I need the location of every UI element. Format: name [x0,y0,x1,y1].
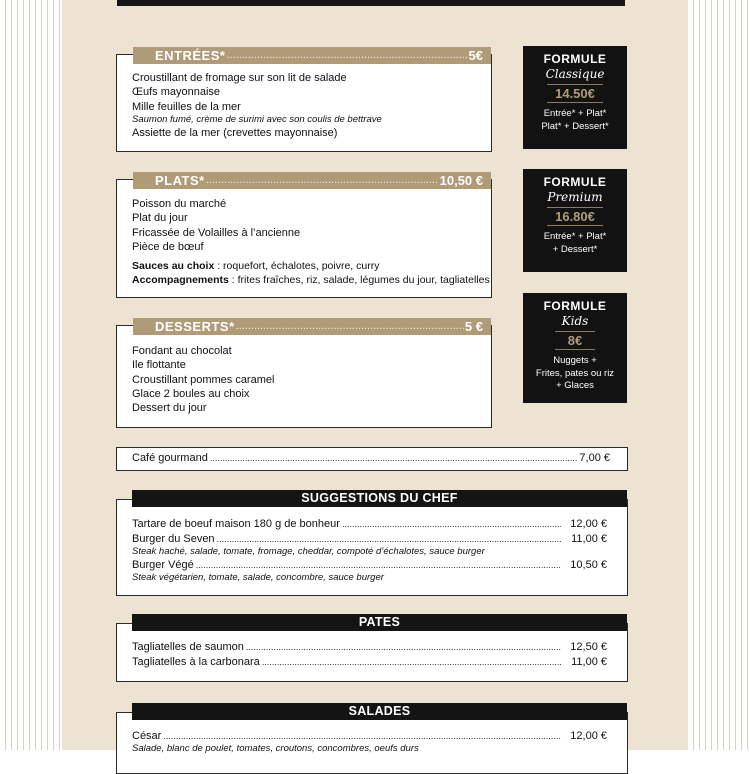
entrees-header [133,47,491,64]
list-item: Pièce de bœuf [132,240,204,253]
plats-price: 10,50 € [439,173,483,188]
item-description: Salade, blanc de poulet, tomates, croutons, concombres, oeufs durs [132,743,419,754]
entrees-price: 5€ [468,48,483,63]
formule-description [523,231,627,256]
sauces-label: Sauces au choix [132,260,215,273]
item-name: César [132,730,162,742]
cafe-row [132,451,610,465]
formule-subtitle: Premium [547,190,603,204]
item-price: 7,00 € [579,452,610,464]
formule-desc-line: Entrée* + Plat* [543,231,607,242]
formule-title: FORMULE [543,175,607,189]
item-description: Steak végétarien, tomate, salade, concombre, sauce burger [132,572,384,583]
menu-row [132,729,607,743]
pates-header: PATES [132,614,627,631]
formule-desc-line: Nuggets + [553,355,597,366]
item-price: 11,00 € [571,533,607,545]
formule-subtitle: Kids [561,314,589,328]
list-item: Œufs mayonnaise [132,86,221,99]
dot-leader [163,729,561,743]
menu-row [132,517,607,531]
formule-desc-line: Entrée* + Plat* [543,108,607,119]
left-stripe-border [0,0,62,750]
dot-leader [262,655,561,669]
formule-description [523,108,627,133]
dot-leader [342,517,561,531]
menu-row [132,655,607,669]
plats-label: PLATS* [155,173,205,188]
pates-list [132,640,607,669]
dot-leader [206,172,439,189]
suggestions-list [132,517,607,584]
item-price: 10,50 € [570,559,607,571]
sauces-text: : roquefort, échalotes, poivre, curry [214,260,380,273]
list-item: Croustillant pommes caramel [132,373,275,386]
dot-leader [196,558,561,572]
list-item: Assiette de la mer (crevettes mayonnaise) [132,126,338,139]
sauces-line [132,259,490,273]
formule-title: FORMULE [543,52,607,66]
menu-row [132,532,607,546]
menu-row [132,558,607,572]
list-item: Dessert du jour [132,402,207,415]
item-name: Café gourmand [132,452,208,464]
list-item: Poisson du marché [132,198,227,210]
accompagnements-text: : frites fraîches, riz, salade, légumes du jour, tagliatelles [228,274,490,287]
list-item: Plat du jour [132,212,188,225]
item-price: 12,50 € [570,641,607,653]
top-bar [117,0,625,6]
list-item: Fricassée de Volailles à l’ancienne [132,226,301,239]
dot-leader [246,640,561,654]
item-price: 12,00 € [570,730,607,742]
entrees-label: ENTRÉES* [155,48,226,63]
entrees-list [132,71,382,140]
formule-price: 14.50€ [547,84,603,103]
formule-desc-line: + Dessert* [552,243,598,255]
formule-description [523,355,627,393]
formule-kids-card [523,293,627,403]
right-stripe-border [688,0,750,750]
formule-desc-line: Frites, pates ou riz [535,367,615,379]
item-description: Steak haché, salade, tomate, fromage, cheddar, compoté d’échalotes, sauce burger [132,546,485,557]
formule-price: 16.80€ [547,207,603,226]
dot-leader [217,532,561,546]
suggestions-header: SUGGESTIONS DU CHEF [132,490,627,507]
desserts-list [132,344,274,415]
desserts-label: DESSERTS* [155,319,235,334]
item-price: 11,00 € [571,656,607,668]
desserts-price: 5 € [464,319,483,334]
list-item: Fondant au chocolat [132,345,232,357]
salades-header: SALADES [132,703,627,720]
list-item-note: Saumon fumé, crème de surimi avec son coulis de bettrave [132,113,382,125]
desserts-header [133,318,491,335]
formule-desc-line: Plat* + Dessert* [541,120,609,132]
formule-title: FORMULE [543,299,607,313]
item-name: Tartare de boeuf maison 180 g de bonheur [132,518,340,530]
formule-desc-line: + Glaces [556,380,594,391]
item-price: 12,00 € [570,518,607,530]
list-item: Glace 2 boules au choix [132,387,250,400]
item-name: Burger Végé [132,559,194,571]
dot-leader [236,318,464,335]
dot-leader [210,451,578,465]
accompagnements-label: Accompagnements [132,274,229,287]
dot-leader [226,47,467,64]
menu-row [132,640,607,654]
list-item: Mille feuilles de la mer [132,100,241,113]
formule-price: 8€ [555,331,595,350]
item-name: Burger du Seven [132,533,215,545]
item-name: Tagliatelles de saumon [132,641,244,653]
salades-list [132,729,607,755]
plats-header [133,172,491,189]
formule-classique-card [523,46,627,149]
list-item: Ile flottante [132,359,186,372]
formule-subtitle: Classique [545,67,605,81]
plats-list [132,197,490,288]
accompagnements-line [132,273,490,287]
formule-premium-card [523,169,627,272]
list-item: Croustillant de fromage sur son lit de salade [132,72,347,84]
item-name: Tagliatelles à la carbonara [132,656,260,668]
